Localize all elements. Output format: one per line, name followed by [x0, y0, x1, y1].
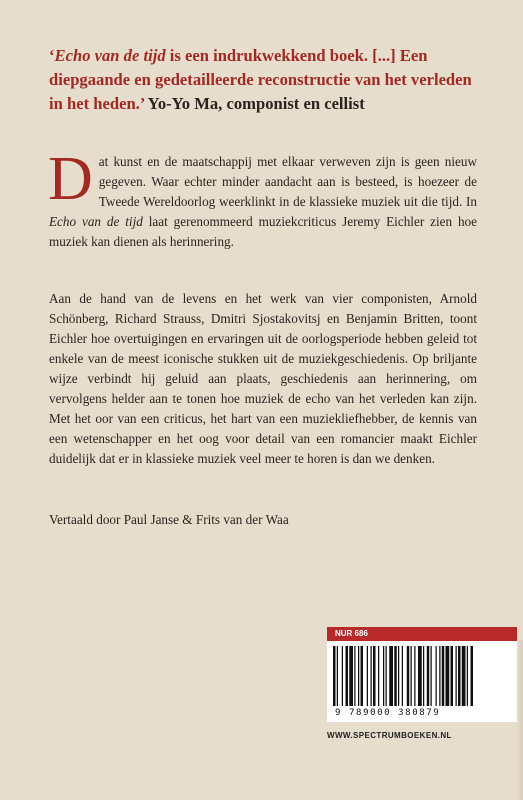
barcode-bar	[378, 646, 379, 706]
translator-credit: Vertaald door Paul Janse & Frits van der Waa	[49, 512, 289, 527]
barcode-bar	[439, 646, 440, 706]
barcode-bar	[349, 646, 353, 706]
barcode-bar	[337, 646, 338, 706]
nur-label: NUR 686	[327, 627, 517, 641]
barcode-bar	[451, 646, 454, 706]
cover-edge-shadow	[517, 640, 523, 800]
barcode-bar	[414, 646, 415, 706]
quote-attribution: Yo-Yo Ma, componist en cellist	[147, 94, 365, 113]
barcode-bar	[427, 646, 430, 706]
quote-text: is een indrukwekkend boek. [...] Een diepgaande en gedetailleerde reconstructie van het verleden in het heden.’	[49, 46, 472, 113]
barcode-bar	[373, 646, 376, 706]
barcode-bar	[361, 646, 364, 706]
isbn-number: 9 789000 380879	[335, 708, 441, 718]
barcode-bar	[418, 646, 422, 706]
barcode-bar	[411, 646, 412, 706]
barcode-bar	[458, 646, 461, 706]
barcode-bar	[467, 646, 468, 706]
barcode-bar	[442, 646, 445, 706]
barcode-bar	[431, 646, 432, 706]
quote-book-title: Echo van de tijd	[54, 46, 166, 65]
barcode-bar	[367, 646, 368, 706]
barcode-bar	[398, 646, 399, 706]
intro-book-title: Echo van de tijd	[49, 214, 143, 229]
barcode-bar	[456, 646, 457, 706]
quote-open-mark: ‘	[49, 46, 55, 65]
barcode-bar	[354, 646, 355, 706]
barcode-bar	[346, 646, 349, 706]
barcode-bar	[386, 646, 387, 706]
intro-text-before: at kunst en de maatschappij met elkaar verweven zijn is geen nieuw gegeven. Waar echter minder aandacht aan is besteed, is hoezeer de Tweede Wereldoorlog weerklinkt in de klassieke muziek uit die tijd. In	[98, 154, 477, 209]
barcode-bar	[371, 646, 372, 706]
barcode-bar	[462, 646, 466, 706]
barcode-bar	[446, 646, 450, 706]
barcode-bar	[333, 646, 336, 706]
barcode-bar	[342, 646, 343, 706]
barcode-bar	[407, 646, 410, 706]
barcode-bar	[383, 646, 384, 706]
barcode-bar	[423, 646, 424, 706]
barcode-bars	[333, 646, 511, 708]
intro-text-after: laat gerenommeerd muziekcriticus Jeremy Eichler zien hoe muziek kan dienen als herinnering.	[49, 214, 477, 249]
barcode-bar	[389, 646, 393, 706]
isbn-barcode-block	[327, 627, 517, 722]
body-paragraph: Aan de hand van de levens en het werk van vier componisten, Arnold Schönberg, Richard Strauss, Dmitri Sjostakovitsj en Benjamin Britten, toont Eichler hoe overtuigingen en ervaringen uit de oorlogsperiode hebben geleid tot enkele van de meest iconische stukken uit de muziekgeschiedenis. Op briljante wijze verbindt hij geluid aan plaats, geschiedenis aan herinnering, om vervolgens helder aan te tonen hoe muziek de echo van het verleden kan zijn. Met het oor van een criticus, het hart van een muziekliefhebber, de kennis van een wetenschapper en het oog voor detail van een romancier maakt Eichler duidelijk dat er in klassieke muziek veel meer te horen is dan we denken.	[49, 291, 477, 466]
barcode-bar	[471, 646, 474, 706]
barcode-bar	[436, 646, 437, 706]
publisher-website: WWW.SPECTRUMBOEKEN.NL	[327, 731, 452, 740]
endorsement-quote	[49, 44, 489, 116]
barcode	[327, 641, 517, 722]
barcode-bar	[358, 646, 359, 706]
drop-cap: D	[48, 145, 93, 213]
barcode-bar	[394, 646, 397, 706]
barcode-bar	[402, 646, 403, 706]
intro-paragraph	[48, 145, 477, 252]
